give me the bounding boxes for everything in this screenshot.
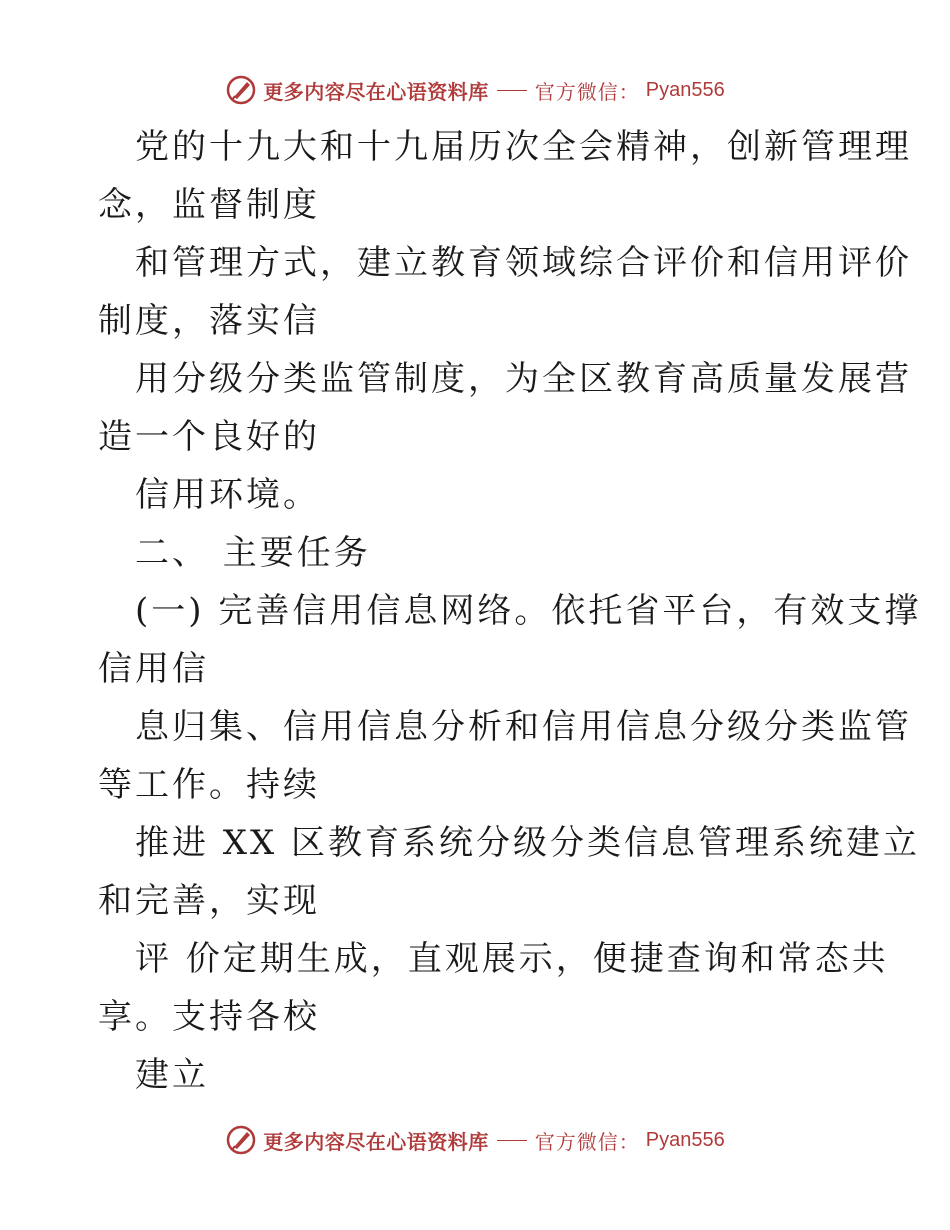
body-line: (一) 完善信用信息网络。依托省平台，有效支撑 bbox=[135, 591, 922, 631]
watermark-wechat-label: 官方微信： bbox=[534, 79, 640, 104]
watermark-wechat-label: 官方微信： bbox=[534, 1129, 640, 1154]
body-line: 评 价定期生成，直观展示，便捷查询和常态共 bbox=[135, 939, 889, 979]
body-line: 建立 bbox=[135, 1055, 209, 1095]
watermark-text: 更多内容尽在心语资料库 bbox=[263, 79, 489, 104]
body-line: 息归集、信用信息分析和信用信息分级分类监管 bbox=[135, 707, 912, 747]
watermark-wechat-id: Pyan556 bbox=[645, 1128, 725, 1151]
body-line: 念，监督制度 bbox=[98, 185, 320, 225]
body-line: 信用环境。 bbox=[135, 475, 320, 515]
header-watermark bbox=[0, 72, 950, 108]
quill-logo-icon bbox=[225, 74, 257, 106]
watermark-divider bbox=[497, 90, 527, 91]
watermark-wechat-id: Pyan556 bbox=[645, 78, 725, 101]
body-line: 和完善，实现 bbox=[98, 881, 320, 921]
body-line: 推进 XX 区教育系统分级分类信息管理系统建立 bbox=[135, 823, 921, 863]
body-line: 和管理方式，建立教育领域综合评价和信用评价 bbox=[135, 243, 912, 283]
watermark-divider bbox=[497, 1140, 527, 1141]
document-body bbox=[98, 118, 922, 1104]
watermark-text: 更多内容尽在心语资料库 bbox=[263, 1129, 489, 1154]
body-line: 党的十九大和十九届历次全会精神，创新管理理 bbox=[135, 127, 912, 167]
body-line: 等工作。持续 bbox=[98, 765, 320, 805]
body-line: 造一个良好的 bbox=[98, 417, 320, 457]
body-line: 用分级分类监管制度，为全区教育高质量发展营 bbox=[135, 359, 912, 399]
footer-watermark bbox=[0, 1122, 950, 1158]
section-heading: 二、 主要任务 bbox=[135, 533, 371, 573]
body-line: 享。支持各校 bbox=[98, 997, 320, 1037]
body-line: 信用信 bbox=[98, 649, 209, 689]
body-line: 制度，落实信 bbox=[98, 301, 320, 341]
quill-logo-icon bbox=[225, 1124, 257, 1156]
